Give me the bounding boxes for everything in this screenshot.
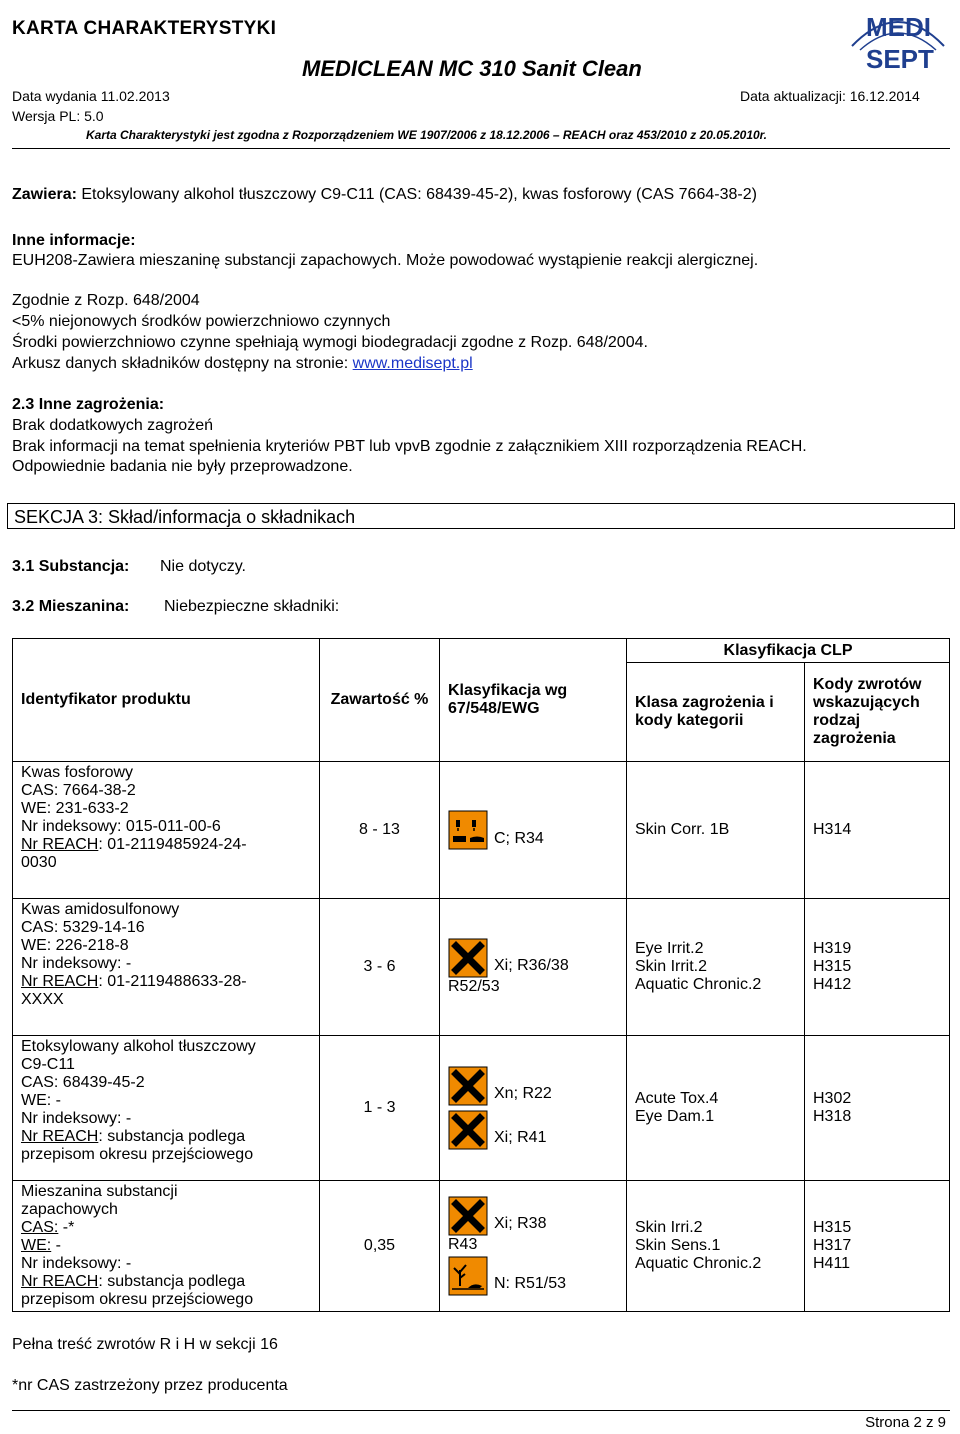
row3-clp-class-line: Eye Dam.1 — [635, 1108, 715, 1125]
update-date: Data aktualizacji: 16.12.2014 — [740, 88, 920, 104]
row2-id-line: Nr indeksowy: - — [21, 955, 132, 972]
row4-hazard-c — [448, 1256, 618, 1296]
row3-clp-class-line: Acute Tox.4 — [635, 1090, 719, 1107]
row2-code: H412 — [813, 976, 852, 993]
irritant-x-icon — [448, 1196, 488, 1236]
harmful-x-icon — [448, 1066, 488, 1106]
row2-code: H319 — [813, 940, 852, 957]
row2-clp-class — [627, 899, 805, 1036]
medisept-link[interactable]: www.medisept.pl — [352, 355, 473, 372]
irritant-x-icon — [448, 938, 488, 978]
row2-clp-class-line: Aquatic Chronic.2 — [635, 976, 762, 993]
row3-reach — [21, 1128, 311, 1146]
substance-label: 3.1 Substancja: — [12, 558, 130, 575]
corrosive-icon — [448, 810, 488, 850]
row4-code: H317 — [813, 1237, 852, 1254]
issue-date: Data wydania 11.02.2013 — [12, 88, 170, 104]
row2-id-line: CAS: 5329-14-16 — [21, 919, 145, 936]
reach-label: Nr REACH — [21, 1128, 99, 1145]
row3-eu-class-b: Xi; R41 — [494, 1129, 547, 1146]
row4-content: 0,35 — [320, 1181, 440, 1312]
header-eu-class: Klasyfikacja wg 67/548/EWG — [440, 639, 627, 762]
row2-content: 3 - 6 — [320, 899, 440, 1036]
table-row — [13, 899, 950, 1036]
row1-id-line: CAS: 7664-38-2 — [21, 782, 136, 799]
cas-value: -* — [58, 1219, 75, 1236]
row1-id-line: Kwas fosforowy — [21, 764, 134, 781]
header-divider — [12, 148, 950, 149]
row3-id-line: Nr indeksowy: - — [21, 1110, 132, 1127]
environment-hazard-icon — [448, 1256, 488, 1296]
table-row — [13, 762, 950, 899]
row3-hazard-a — [448, 1066, 618, 1106]
page-number: Strona 2 z 9 — [865, 1414, 946, 1431]
row2-clp-codes — [805, 899, 950, 1036]
row3-eu-class — [440, 1036, 627, 1181]
row3-id-line: WE: - — [21, 1092, 61, 1109]
row4-reach-cont: przepisom okresu przejściowego — [21, 1291, 254, 1308]
row2-reach — [21, 973, 311, 991]
cas-label: CAS: — [21, 1219, 59, 1236]
row2-clp-class-line: Eye Irrit.2 — [635, 940, 704, 957]
table-footer-note: Pełna treść zwrotów R i H w sekcji 16 — [12, 1336, 278, 1353]
row4-id — [13, 1181, 320, 1312]
regulation-line-2: <5% niejonowych środków powierzchniowo czynnych — [12, 313, 391, 330]
row4-cas — [21, 1219, 311, 1237]
irritant-x-icon — [448, 1110, 488, 1150]
we-value: - — [51, 1237, 61, 1254]
row4-we — [21, 1237, 311, 1255]
row3-id-line: C9-C11 — [21, 1056, 75, 1073]
row4-eu-class-c: N: R51/53 — [494, 1275, 567, 1292]
substance-value: Nie dotyczy. — [160, 558, 246, 575]
row1-reach — [21, 836, 311, 854]
row4-index: Nr indeksowy: - — [21, 1255, 132, 1272]
row4-clp-class-line: Skin Sens.1 — [635, 1237, 721, 1254]
section-2-3-line-1: Brak dodatkowych zagrożeń — [12, 417, 213, 434]
header-clp-class: Klasa zagrożenia i kody kategorii — [627, 663, 805, 762]
regulation-line-1: Zgodnie z Rozp. 648/2004 — [12, 292, 200, 309]
row3-code: H302 — [813, 1090, 852, 1107]
document-type-title: KARTA CHARAKTERYSTYKI — [12, 18, 277, 39]
row4-eu-class — [440, 1181, 627, 1312]
table-row — [13, 1181, 950, 1312]
row3-id-line: CAS: 68439-45-2 — [21, 1074, 145, 1091]
table-header-row-1 — [13, 639, 950, 663]
reach-label: Nr REACH — [21, 973, 99, 990]
row2-clp-class-line: Skin Irrit.2 — [635, 958, 708, 975]
product-name: MEDICLEAN MC 310 Sanit Clean — [302, 56, 642, 81]
row4-clp-class-line: Skin Irri.2 — [635, 1219, 703, 1236]
row2-hazard — [448, 938, 618, 978]
row2-id-line: WE: 226-218-8 — [21, 937, 129, 954]
row1-clp-codes: H314 — [805, 762, 950, 899]
row4-eu-class-b: R43 — [448, 1236, 478, 1253]
reach-value: : 01-2119485924-24- — [98, 836, 247, 853]
header-clp-codes: Kody zwrotów wskazujących rodzaj zagrożenia — [805, 663, 950, 762]
reach-label: Nr REACH — [21, 1273, 99, 1290]
row1-eu-class-text: C; R34 — [494, 830, 544, 847]
header-product-id: Identyfikator produktu — [13, 639, 320, 762]
row1-id — [13, 762, 320, 899]
row4-id-line: Mieszanina substancji — [21, 1183, 178, 1200]
regulation-note: Karta Charakterystyki jest zgodna z Rozporządzeniem WE 1907/2006 z 18.12.2006 – REACH oraz 453/2010 z 20.05.2010r. — [86, 128, 768, 142]
row2-reach-cont: XXXX — [21, 991, 64, 1008]
table-row — [13, 1036, 950, 1181]
cas-confidential-note: *nr CAS zastrzeżony przez producenta — [12, 1377, 288, 1394]
section-3-header: SEKCJA 3: Skład/informacja o składnikach — [7, 503, 955, 529]
regulation-line-4 — [12, 355, 473, 373]
row1-eu-class — [440, 762, 627, 899]
row3-eu-class-a: Xn; R22 — [494, 1085, 552, 1102]
other-info-label: Inne informacje: — [12, 232, 136, 249]
reach-value: : substancja podlega — [98, 1273, 246, 1290]
footer-divider — [12, 1410, 950, 1411]
section-2-3-title: 2.3 Inne zagrożenia: — [12, 396, 165, 413]
row3-id-line: Etoksylowany alkohol tłuszczowy — [21, 1038, 256, 1055]
section-2-3-line-2: Brak informacji na temat spełnienia kryteriów PBT lub vpvB zgodnie z załącznikiem XIII rozporządzenia REACH. — [12, 438, 807, 455]
row1-clp-class: Skin Corr. 1B — [627, 762, 805, 899]
row1-reach-cont: 0030 — [21, 854, 57, 871]
row3-clp-codes — [805, 1036, 950, 1181]
row3-id — [13, 1036, 320, 1181]
regulation-line-3: Środki powierzchniowo czynne spełniają wymogi biodegradacji zgodne z Rozp. 648/2004. — [12, 334, 648, 351]
contains-label: Zawiera: — [12, 186, 77, 203]
euh208-text: EUH208-Zawiera mieszaninę substancji zapachowych. Może powodować wystąpienie reakcji alergicznej. — [12, 252, 759, 269]
reach-label: Nr REACH — [21, 836, 99, 853]
row4-eu-class-a: Xi; R38 — [494, 1215, 547, 1232]
row2-id-line: Kwas amidosulfonowy — [21, 901, 180, 918]
reach-value: : substancja podlega — [98, 1128, 246, 1145]
logo-text-sept: SEPT — [866, 44, 934, 74]
header-content: Zawartość % — [320, 639, 440, 762]
row4-hazard-a — [448, 1196, 618, 1236]
row2-eu-class — [440, 899, 627, 1036]
mixture-value: Niebezpieczne składniki: — [164, 598, 340, 615]
row1-hazard — [448, 810, 618, 850]
mixture-label: 3.2 Mieszanina: — [12, 598, 130, 615]
row2-code: H315 — [813, 958, 852, 975]
row3-clp-class — [627, 1036, 805, 1181]
we-label: WE: — [21, 1237, 52, 1254]
logo-text-medi: MEDI — [866, 12, 931, 42]
composition-table — [12, 638, 950, 1312]
row4-clp-codes — [805, 1181, 950, 1312]
row3-content: 1 - 3 — [320, 1036, 440, 1181]
contains-text: Etoksylowany alkohol tłuszczowy C9-C11 (CAS: 68439-45-2), kwas fosforowy (CAS 7664-38-2) — [81, 186, 757, 203]
row4-clp-class-line: Aquatic Chronic.2 — [635, 1255, 762, 1272]
row1-content: 8 - 13 — [320, 762, 440, 899]
ingredients-sheet-text: Arkusz danych składników dostępny na stronie: — [12, 355, 349, 372]
medisept-logo — [846, 4, 950, 82]
section-2-3-line-3: Odpowiednie badania nie były przeprowadzone. — [12, 458, 353, 475]
row1-id-line: Nr indeksowy: 015-011-00-6 — [21, 818, 221, 835]
row4-code: H315 — [813, 1219, 852, 1236]
row3-code: H318 — [813, 1108, 852, 1125]
row1-id-line: WE: 231-633-2 — [21, 800, 129, 817]
row4-code: H411 — [813, 1255, 851, 1272]
row4-id-line: zapachowych — [21, 1201, 118, 1218]
row3-hazard-b — [448, 1110, 618, 1150]
contains-line — [12, 186, 757, 204]
row2-id — [13, 899, 320, 1036]
row3-reach-cont: przepisom okresu przejściowego — [21, 1146, 254, 1163]
version: Wersja PL: 5.0 — [12, 108, 104, 124]
header-clp: Klasyfikacja CLP — [627, 639, 950, 663]
row2-eu-class-cont: R52/53 — [448, 978, 500, 995]
reach-value: : 01-2119488633-28- — [98, 973, 247, 990]
row2-eu-class-text: Xi; R36/38 — [494, 957, 569, 974]
row4-reach — [21, 1273, 311, 1291]
row4-clp-class — [627, 1181, 805, 1312]
